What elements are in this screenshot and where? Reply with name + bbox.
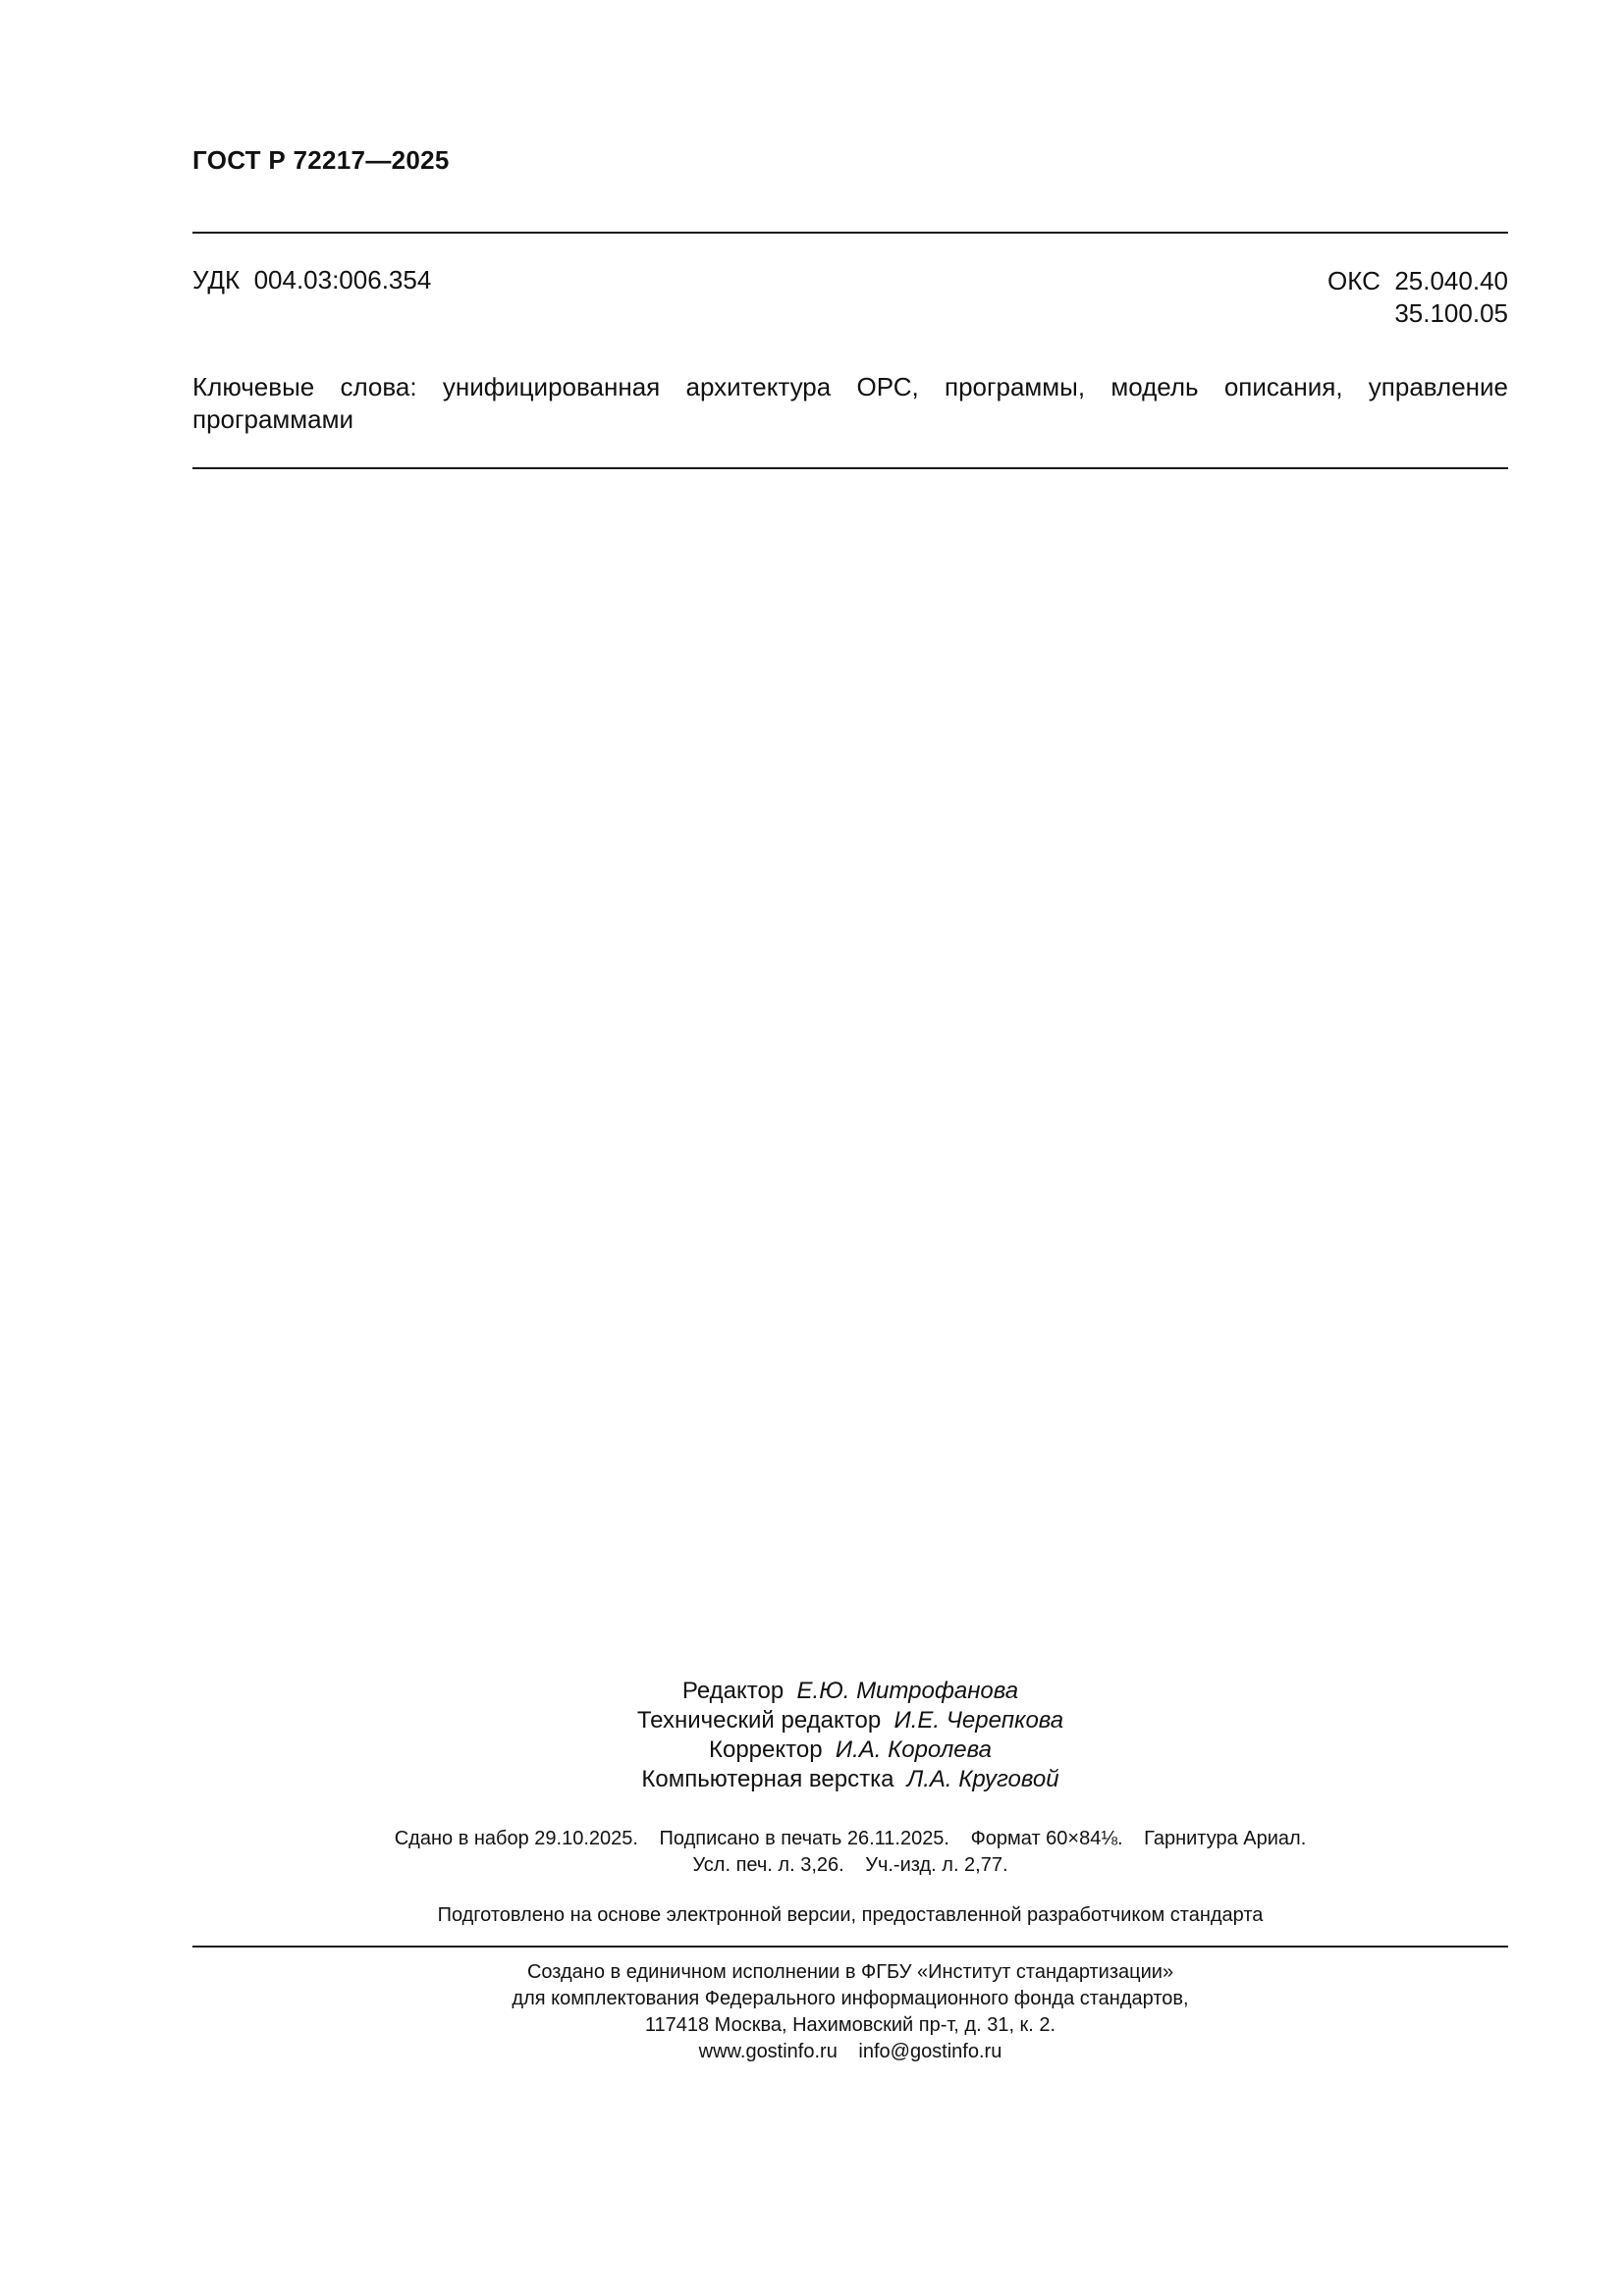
- editorial-credits: [192, 1677, 1508, 1794]
- email-link[interactable]: info@gostinfo.ru: [858, 2041, 1002, 2062]
- credit-editor: [192, 1677, 1508, 1706]
- oks-classification: [1327, 265, 1508, 330]
- publisher-sheets: Уч.-изд. л. 2,77.: [865, 1854, 1008, 1876]
- publisher-info: [192, 1959, 1508, 2065]
- publisher-line-2: для комплектования Федерального информационного фонда стандартов,: [512, 1988, 1189, 2009]
- credit-name: И.Е. Черепкова: [893, 1707, 1064, 1734]
- standard-code: ГОСТ Р 72217—2025: [192, 145, 450, 175]
- credit-technical-editor: [192, 1706, 1508, 1735]
- prepared-note: Подготовлено на основе электронной версии, предоставленной разработчиком стандарта: [437, 1904, 1264, 1926]
- publisher-line-1: Создано в единичном исполнении в ФГБУ «Институт стандартизации»: [526, 1961, 1174, 1983]
- keywords-paragraph: Ключевые слова: унифицированная архитектура ОРС, программы, модель описания, управление программами: [192, 372, 1508, 434]
- publisher-address: 117418 Москва, Нахимовский пр-т, д. 31, к. 2.: [644, 2014, 1056, 2036]
- publisher-contacts: [192, 2039, 1508, 2065]
- submitted-date: Сдано в набор 29.10.2025.: [394, 1828, 638, 1849]
- credit-layout: [192, 1765, 1508, 1794]
- footer-divider: [192, 1946, 1508, 1948]
- keywords-divider: [192, 467, 1508, 469]
- oks-label: ОКС: [1327, 266, 1380, 295]
- credit-role: Редактор: [681, 1678, 785, 1704]
- credit-name: И.А. Королева: [835, 1736, 992, 1763]
- udk-classification: [192, 265, 431, 295]
- signed-date: Подписано в печать 26.11.2025.: [659, 1828, 949, 1849]
- website-link[interactable]: www.gostinfo.ru: [698, 2041, 838, 2062]
- typeface: Гарнитура Ариал.: [1144, 1828, 1307, 1849]
- udk-label: УДК: [192, 265, 241, 294]
- credit-role: Компьютерная верстка: [641, 1766, 894, 1792]
- top-divider: [192, 232, 1508, 234]
- print-sheets: Усл. печ. л. 3,26.: [692, 1854, 844, 1876]
- print-info-line-1: [192, 1826, 1508, 1852]
- credit-name: Е.Ю. Митрофанова: [796, 1678, 1019, 1704]
- oks-value: 25.040.40: [1394, 266, 1508, 295]
- credit-proofreader: [192, 1735, 1508, 1765]
- paper-format: Формат 60×84⅛.: [970, 1828, 1123, 1849]
- credit-role: Корректор: [709, 1736, 823, 1763]
- print-info: [192, 1826, 1508, 1879]
- credit-name: Л.А. Круговой: [906, 1766, 1059, 1792]
- oks-value: 35.100.05: [1394, 298, 1508, 328]
- print-info-line-2: [192, 1852, 1508, 1879]
- credit-role: Технический редактор: [636, 1707, 882, 1734]
- udk-value: 004.03:006.354: [253, 265, 432, 294]
